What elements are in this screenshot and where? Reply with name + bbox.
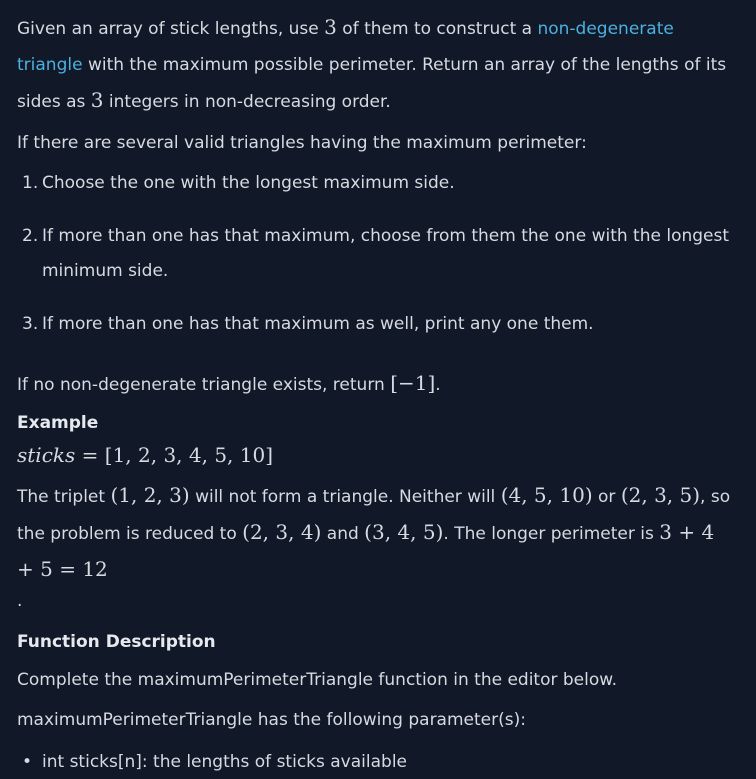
math-three: 3 bbox=[90, 88, 104, 112]
math-perimeter: 3 + 4 + 5 = 12 bbox=[17, 519, 715, 581]
math-triplet: (1, 2, 3) bbox=[110, 482, 190, 507]
period: . bbox=[435, 374, 441, 395]
math-minus-one: [−1] bbox=[390, 370, 436, 395]
bullet-icon: • bbox=[22, 751, 33, 772]
list-number: 2. bbox=[22, 225, 39, 246]
example-explanation bbox=[17, 478, 733, 589]
trailing-period: . bbox=[17, 590, 23, 611]
explanation-text: . The longer perimeter is bbox=[443, 523, 660, 544]
list-item-text: Choose the one with the longest maximum side. bbox=[42, 172, 455, 193]
function-description-heading: Function Description bbox=[17, 631, 216, 652]
math-triplet: (2, 3, 4) bbox=[242, 519, 322, 544]
list-item bbox=[17, 166, 733, 201]
math-array: [1, 2, 3, 4, 5, 10] bbox=[104, 442, 274, 467]
math-triplet: (3, 4, 5) bbox=[364, 519, 444, 544]
intro-text: Given an array of stick lengths, use bbox=[17, 19, 325, 39]
math-triplet: (4, 5, 10) bbox=[500, 482, 593, 507]
list-item bbox=[17, 219, 733, 289]
explanation-text: The triplet bbox=[17, 486, 111, 507]
intro-paragraph bbox=[17, 10, 733, 121]
explanation-text: and bbox=[321, 523, 365, 544]
intro-text: with the maximum possible perimeter. Return an array of the lengths of its sides as bbox=[17, 54, 727, 112]
parameter-text: int sticks[n]: the lengths of sticks available bbox=[42, 751, 408, 772]
problem-statement bbox=[17, 10, 733, 779]
intro-text: of them to construct a bbox=[336, 19, 538, 39]
no-triangle-text: If no non-degenerate triangle exists, return bbox=[17, 374, 391, 395]
math-triplet: (2, 3, 5) bbox=[620, 482, 701, 507]
no-triangle-paragraph bbox=[17, 366, 733, 402]
example-input bbox=[17, 438, 733, 474]
function-complete-text: Complete the maximumPerimeterTriangle function in the editor below. bbox=[17, 669, 618, 690]
explanation-text: , so the problem is reduced to bbox=[17, 486, 731, 544]
explanation-text: or bbox=[592, 486, 621, 507]
math-three: 3 bbox=[324, 15, 337, 39]
intro-text: integers in non-decreasing order. bbox=[103, 92, 391, 112]
math-variable: sticks bbox=[17, 442, 76, 467]
parameters-list bbox=[17, 745, 733, 779]
math-equals: = bbox=[75, 442, 105, 467]
non-degenerate-triangle-link[interactable]: non-degenerate triangle bbox=[17, 19, 674, 75]
list-item-text: If more than one has that maximum as well, print any one them. bbox=[42, 313, 594, 334]
tiebreak-intro: If there are several valid triangles having the maximum perimeter: bbox=[17, 132, 587, 153]
tiebreak-rules-list bbox=[17, 166, 733, 342]
list-item bbox=[17, 745, 733, 779]
parameters-intro: maximumPerimeterTriangle has the following parameter(s): bbox=[17, 709, 526, 730]
list-item bbox=[17, 307, 733, 342]
explanation-text: will not form a triangle. Neither will bbox=[189, 486, 501, 507]
list-number: 3. bbox=[22, 313, 39, 334]
list-item-text: If more than one has that maximum, choose from them the one with the longest minimum side. bbox=[42, 225, 730, 281]
list-number: 1. bbox=[22, 172, 39, 193]
example-heading: Example bbox=[17, 412, 99, 433]
